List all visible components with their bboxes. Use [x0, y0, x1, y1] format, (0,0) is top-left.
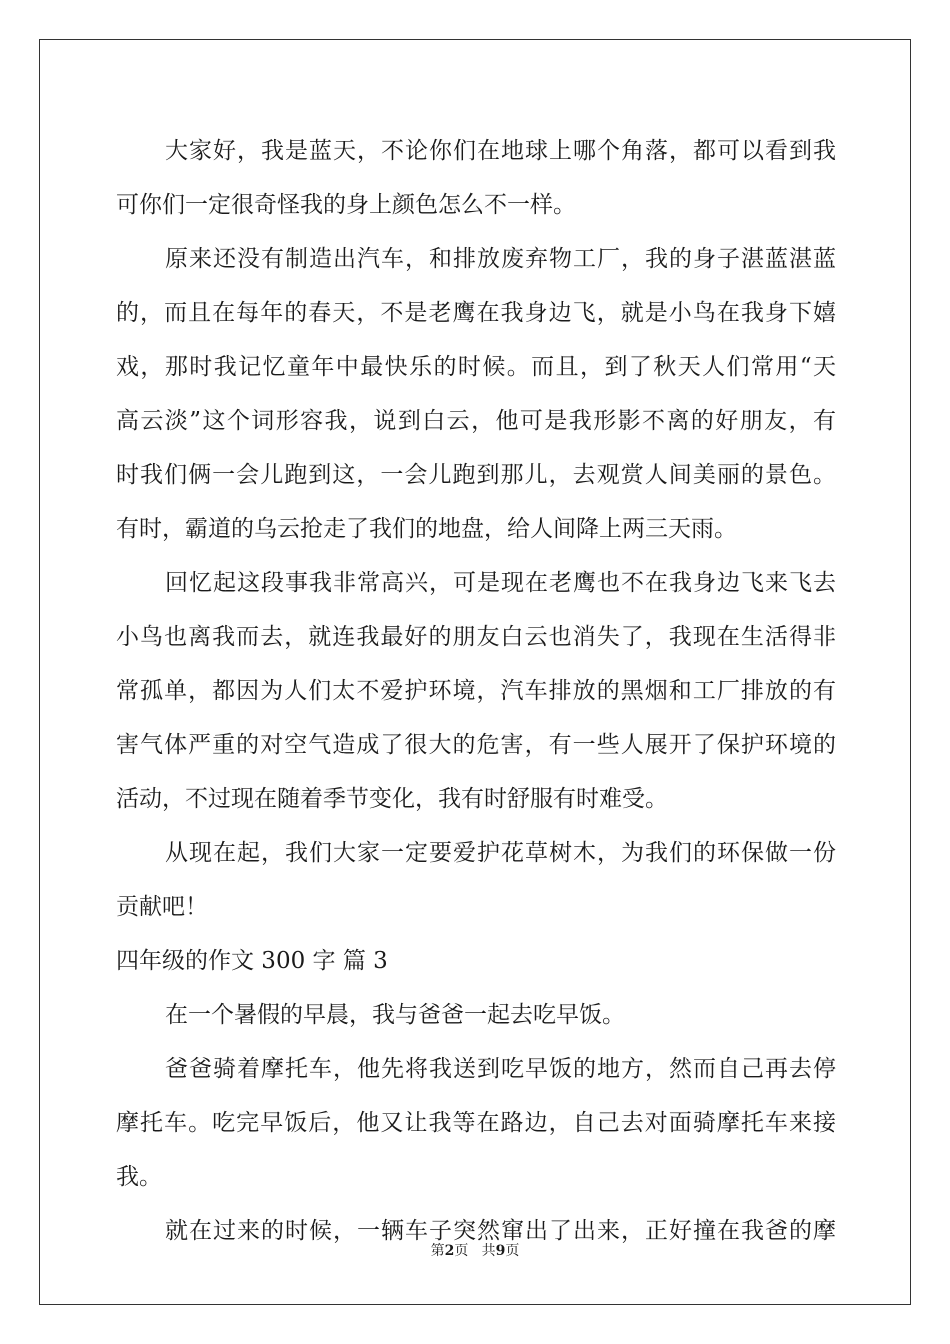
page-footer — [0, 1240, 950, 1260]
footer-total-suffix: 页 — [505, 1243, 520, 1259]
text-line: 的，而且在每年的春天，不是老鹰在我身边飞，就是小鸟在我身下嬉 — [116, 300, 836, 326]
text-line: 可你们一定很奇怪我的身上颜色怎么不一样。 — [116, 192, 576, 218]
text-line: 小鸟也离我而去，就连我最好的朋友白云也消失了，我现在生活得非 — [116, 624, 836, 650]
text-line: 有时，霸道的乌云抢走了我们的地盘，给人间降上两三天雨。 — [116, 516, 737, 542]
text-line: 原来还没有制造出汽车，和排放废弃物工厂，我的身子湛蓝湛蓝 — [165, 246, 836, 272]
text-line: 害气体严重的对空气造成了很大的危害，有一些人展开了保护环境的 — [116, 732, 836, 758]
text-line: 在一个暑假的早晨，我与爸爸一起去吃早饭。 — [165, 1002, 625, 1028]
text-line: 我。 — [116, 1164, 162, 1190]
text-line: 摩托车。吃完早饭后，他又让我等在路边，自己去对面骑摩托车来接 — [116, 1110, 836, 1136]
text-line: 从现在起，我们大家一定要爱护花草树木，为我们的环保做一份 — [165, 840, 836, 866]
footer-prefix: 第 — [430, 1243, 445, 1259]
text-line: 贡献吧！ — [116, 894, 208, 920]
footer-page-suffix: 页 — [454, 1243, 469, 1259]
text-line: 高云淡”这个词形容我，说到白云，他可是我形影不离的好朋友，有 — [116, 408, 836, 434]
text-line: 常孤单，都因为人们太不爱护环境，汽车排放的黑烟和工厂排放的有 — [116, 678, 836, 704]
footer-page-number: 2 — [444, 1243, 455, 1259]
text-line: 大家好，我是蓝天，不论你们在地球上哪个角落，都可以看到我 — [165, 138, 836, 164]
text-line: 回忆起这段事我非常高兴，可是现在老鹰也不在我身边飞来飞去 — [165, 570, 836, 596]
text-line: 活动，不过现在随着季节变化，我有时舒服有时难受。 — [116, 786, 668, 812]
text-line: 戏，那时我记忆童年中最快乐的时候。而且，到了秋天人们常用“天 — [116, 354, 836, 380]
text-line: 时我们俩一会儿跑到这，一会儿跑到那儿，去观赏人间美丽的景色。 — [116, 462, 836, 488]
text-line: 四年级的作文 300 字 篇 3 — [116, 948, 388, 974]
document-body — [116, 124, 836, 1258]
text-line: 爸爸骑着摩托车，他先将我送到吃早饭的地方，然而自己再去停 — [165, 1056, 836, 1082]
footer-total-pages: 9 — [495, 1243, 506, 1259]
footer-total-prefix: 共 — [481, 1243, 496, 1259]
text-line: 就在过来的时候，一辆车子突然窜出了出来，正好撞在我爸的摩 — [165, 1218, 836, 1244]
